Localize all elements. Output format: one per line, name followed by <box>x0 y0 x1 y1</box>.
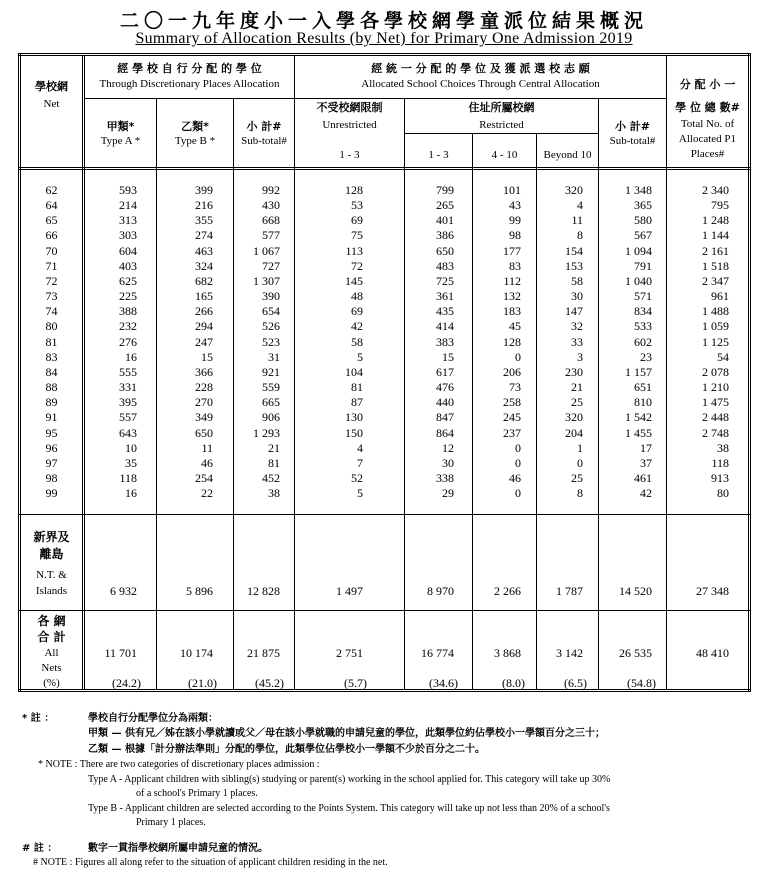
cell-type-a: 593 <box>119 183 137 197</box>
cell-type-a: 331 <box>119 380 137 395</box>
restricted-beyond-header: Beyond 10 <box>543 149 592 161</box>
cell-net: 84 <box>45 364 58 379</box>
all-label-pct: (%) <box>43 677 60 689</box>
cell-res-beyond: 147 <box>565 304 583 319</box>
type-b-column <box>157 183 213 501</box>
ca-header-en: Allocated School Choices Through Central Allocation <box>361 78 600 90</box>
cell-total: 54 <box>717 349 729 364</box>
cell-total: 1 059 <box>702 319 729 334</box>
cell-total: 961 <box>711 289 729 304</box>
cell-res-beyond: 1 <box>577 440 583 455</box>
nt-ca-subtotal: 14 520 <box>619 584 652 598</box>
cell-type-a: 313 <box>119 213 137 228</box>
cell-total: 913 <box>711 470 729 485</box>
cell-unrestricted: 69 <box>351 304 363 319</box>
cell-res-1-3: 12 <box>442 440 454 455</box>
cell-dp-subtotal: 526 <box>262 319 280 334</box>
type-a-header-zh: 甲類* <box>106 120 135 133</box>
all-ca-subtotal: 26 535 <box>619 646 652 660</box>
nt-type-a: 6 932 <box>110 584 137 598</box>
all-dp-subtotal: 21 875 <box>247 646 280 660</box>
all-label-en-2: Nets <box>41 662 62 674</box>
cell-total: 1 125 <box>702 334 729 349</box>
cell-type-b: 682 <box>195 273 213 288</box>
cell-type-a: 118 <box>119 470 137 485</box>
cell-type-b: 324 <box>195 258 213 273</box>
ca-subtotal-header-zh: 小 計# <box>614 120 651 133</box>
cell-res-1-3: 265 <box>436 198 454 213</box>
cell-net: 62 <box>45 183 58 197</box>
cell-net: 81 <box>45 334 58 349</box>
total-header-en: Total No. of Allocated P1 Places# <box>678 118 737 160</box>
all-pct-res-4-10: (8.0) <box>502 676 525 690</box>
cell-ca-subtotal: 461 <box>634 470 652 485</box>
cell-type-b: 399 <box>195 183 213 197</box>
cell-res-4-10: 0 <box>515 349 521 364</box>
star-note-zh-line-3: 乙類 — 根據「計分辦法準則」分配的學位，此類學位佔學校小一學額不少於百分之二十。 <box>88 744 485 755</box>
cell-res-4-10: 46 <box>509 470 521 485</box>
cell-ca-subtotal: 580 <box>634 213 652 228</box>
all-res-1-3: 16 774 <box>421 646 454 660</box>
cell-res-4-10: 0 <box>515 455 521 470</box>
unrestricted-choice-header: 1 - 3 <box>339 149 360 161</box>
cell-unrestricted: 5 <box>357 349 363 364</box>
cell-res-beyond: 3 <box>577 349 583 364</box>
cell-res-1-3: 483 <box>436 258 454 273</box>
cell-type-a: 214 <box>119 198 137 213</box>
all-type-a: 11 701 <box>104 646 137 660</box>
cell-res-1-3: 338 <box>436 470 454 485</box>
cell-net: 70 <box>45 243 58 258</box>
cell-total: 1 248 <box>702 213 729 228</box>
cell-type-a: 625 <box>119 273 137 288</box>
cell-net: 64 <box>45 198 58 213</box>
cell-total: 80 <box>717 486 729 501</box>
cell-total: 1 475 <box>702 395 729 410</box>
cell-res-beyond: 11 <box>571 213 583 228</box>
cell-total: 795 <box>711 198 729 213</box>
net-header-zh: 學校網 <box>35 80 68 93</box>
cell-type-b: 228 <box>195 380 213 395</box>
cell-net: 91 <box>45 410 58 425</box>
cell-net: 66 <box>45 228 58 243</box>
cell-res-4-10: 98 <box>509 228 521 243</box>
cell-type-b: 165 <box>195 289 213 304</box>
cell-dp-subtotal: 992 <box>262 183 280 197</box>
all-label-zh-2: 合 計 <box>37 630 66 644</box>
cell-net: 83 <box>45 349 58 364</box>
cell-net: 65 <box>45 213 58 228</box>
cell-type-a: 557 <box>119 410 137 425</box>
cell-ca-subtotal: 37 <box>640 455 652 470</box>
cell-total: 2 448 <box>702 410 729 425</box>
cell-total: 118 <box>711 455 729 470</box>
cell-unrestricted: 130 <box>345 410 363 425</box>
total-header-zh-1: 分 配 小 一 <box>679 78 736 91</box>
cell-res-1-3: 476 <box>436 380 454 395</box>
cell-ca-subtotal: 42 <box>640 486 652 501</box>
cell-res-4-10: 99 <box>509 213 521 228</box>
cell-res-1-3: 799 <box>436 183 454 197</box>
hash-note-label-zh: # 註 ： <box>22 843 58 854</box>
cell-net: 80 <box>45 319 58 334</box>
cell-res-beyond: 230 <box>565 364 583 379</box>
cell-type-a: 303 <box>119 228 137 243</box>
nt-res-beyond: 1 787 <box>556 584 583 598</box>
unrestricted-header-zh: 不受校網限制 <box>316 101 383 114</box>
cell-total: 2 340 <box>702 183 729 197</box>
cell-unrestricted: 81 <box>351 380 363 395</box>
cell-unrestricted: 128 <box>345 183 363 197</box>
cell-unrestricted: 4 <box>357 440 363 455</box>
cell-type-b: 294 <box>195 319 213 334</box>
total-header-zh-2: 學 位 總 數# <box>675 101 740 114</box>
cell-dp-subtotal: 31 <box>268 349 280 364</box>
star-note-en-line-1: * NOTE : There are two categories of discretionary places admission : <box>38 759 320 770</box>
hash-note-en: # NOTE : Figures all along refer to the situation of applicant children residing in the net. <box>33 857 388 868</box>
title-chinese: 二〇一九年度小一入學各學校網學童派位結果概況 <box>119 10 648 32</box>
cell-res-beyond: 0 <box>577 455 583 470</box>
all-unrestricted: 2 751 <box>336 646 363 660</box>
nt-type-b: 5 896 <box>186 584 213 598</box>
cell-res-1-3: 864 <box>436 425 454 440</box>
cell-ca-subtotal: 1 157 <box>625 364 652 379</box>
cell-type-b: 650 <box>195 425 213 440</box>
cell-dp-subtotal: 1 067 <box>253 243 280 258</box>
cell-dp-subtotal: 654 <box>262 304 280 319</box>
cell-dp-subtotal: 21 <box>268 440 280 455</box>
cell-dp-subtotal: 921 <box>262 364 280 379</box>
cell-type-a: 16 <box>125 486 137 501</box>
cell-res-4-10: 258 <box>503 395 521 410</box>
ca-header-zh: 經 統 一 分 配 的 學 位 及 獲 派 選 校 志 願 <box>371 62 590 75</box>
cell-ca-subtotal: 810 <box>634 395 652 410</box>
cell-res-4-10: 132 <box>503 289 521 304</box>
cell-total: 2 078 <box>702 364 729 379</box>
cell-type-b: 247 <box>195 334 213 349</box>
cell-type-b: 15 <box>201 349 213 364</box>
hash-note-zh: 數字一貫指學校網所屬申請兒童的情況。 <box>88 843 268 854</box>
cell-ca-subtotal: 602 <box>634 334 652 349</box>
cell-type-b: 46 <box>201 455 213 470</box>
cell-res-4-10: 45 <box>509 319 521 334</box>
cell-type-a: 225 <box>119 289 137 304</box>
cell-net: 71 <box>45 258 58 273</box>
cell-res-4-10: 83 <box>509 258 521 273</box>
cell-total: 1 518 <box>702 258 729 273</box>
all-total: 48 410 <box>696 646 729 660</box>
cell-dp-subtotal: 38 <box>268 486 280 501</box>
all-type-b: 10 174 <box>180 646 213 660</box>
cell-ca-subtotal: 834 <box>634 304 652 319</box>
cell-res-4-10: 177 <box>503 243 521 258</box>
cell-ca-subtotal: 365 <box>634 198 652 213</box>
nt-res-4-10: 2 266 <box>494 584 521 598</box>
cell-type-a: 16 <box>125 349 137 364</box>
type-b-header-zh: 乙類* <box>181 120 209 133</box>
cell-res-4-10: 101 <box>503 183 521 197</box>
cell-net: 96 <box>45 440 58 455</box>
nt-unrestricted: 1 497 <box>336 584 363 598</box>
cell-total: 1 210 <box>702 380 729 395</box>
total-column <box>667 183 729 501</box>
all-pct-res-beyond: (6.5) <box>564 676 587 690</box>
cell-res-4-10: 0 <box>515 440 521 455</box>
cell-res-beyond: 320 <box>565 183 583 197</box>
cell-res-1-3: 361 <box>436 289 454 304</box>
cell-unrestricted: 145 <box>345 273 363 288</box>
cell-type-b: 366 <box>195 364 213 379</box>
type-a-header-en: Type A * <box>100 135 141 147</box>
cell-net: 97 <box>45 455 58 470</box>
cell-type-a: 10 <box>125 440 137 455</box>
cell-type-b: 216 <box>195 198 213 213</box>
dp-subtotal-header-zh: 小 計# <box>246 120 282 133</box>
all-pct-res-1-3: (34.6) <box>429 676 458 690</box>
cell-total: 38 <box>717 440 729 455</box>
cell-dp-subtotal: 906 <box>262 410 280 425</box>
cell-unrestricted: 113 <box>345 243 363 258</box>
all-pct-dp-subtotal: (45.2) <box>255 676 284 690</box>
cell-type-a: 643 <box>119 425 137 440</box>
all-pct-type-a: (24.2) <box>112 676 141 690</box>
cell-dp-subtotal: 559 <box>262 380 280 395</box>
unrestricted-column <box>295 183 363 501</box>
cell-res-4-10: 112 <box>503 273 521 288</box>
cell-unrestricted: 72 <box>351 258 363 273</box>
cell-unrestricted: 150 <box>345 425 363 440</box>
cell-res-beyond: 4 <box>577 198 583 213</box>
cell-dp-subtotal: 577 <box>262 228 280 243</box>
cell-res-1-3: 617 <box>436 364 454 379</box>
cell-unrestricted: 5 <box>357 486 363 501</box>
cell-net: 72 <box>45 273 58 288</box>
star-note-en-type-a-2: of a school's Primary 1 places. <box>136 788 258 799</box>
cell-res-beyond: 33 <box>571 334 583 349</box>
cell-res-4-10: 206 <box>503 364 521 379</box>
cell-res-1-3: 440 <box>436 395 454 410</box>
cell-type-b: 11 <box>201 440 213 455</box>
restricted-header-zh: 住址所屬校網 <box>468 101 535 114</box>
cell-unrestricted: 87 <box>351 395 363 410</box>
nt-dp-subtotal: 12 828 <box>247 584 280 598</box>
cell-res-4-10: 0 <box>515 486 521 501</box>
cell-type-b: 274 <box>195 228 213 243</box>
type-a-column <box>85 183 137 501</box>
cell-res-beyond: 154 <box>565 243 583 258</box>
cell-type-a: 604 <box>119 243 137 258</box>
cell-type-a: 395 <box>119 395 137 410</box>
cell-res-beyond: 320 <box>565 410 583 425</box>
cell-ca-subtotal: 1 040 <box>625 273 652 288</box>
cell-res-4-10: 237 <box>503 425 521 440</box>
cell-res-1-3: 847 <box>436 410 454 425</box>
cell-dp-subtotal: 668 <box>262 213 280 228</box>
nt-label-zh-2: 離島 <box>39 547 64 561</box>
cell-unrestricted: 48 <box>351 289 363 304</box>
star-note-zh-line-1: 學校自行分配學位分為兩類： <box>88 713 218 724</box>
cell-res-4-10: 245 <box>503 410 521 425</box>
all-label-zh-1: 各 網 <box>37 614 66 628</box>
restricted-1-3-header: 1 - 3 <box>428 149 449 161</box>
net-header-en: Net <box>43 98 60 110</box>
cell-res-beyond: 8 <box>577 228 583 243</box>
cell-unrestricted: 75 <box>351 228 363 243</box>
cell-total: 1 144 <box>702 228 729 243</box>
all-pct-ca-subtotal: (54.8) <box>627 676 656 690</box>
star-note-label-zh: * 註 ： <box>22 713 55 724</box>
nt-label-en-1: N.T. & <box>36 569 67 581</box>
cell-net: 99 <box>45 486 58 501</box>
cell-net: 95 <box>45 425 58 440</box>
restricted-4-10-column <box>473 183 521 501</box>
unrestricted-header-en: Unrestricted <box>322 119 377 131</box>
cell-res-beyond: 30 <box>571 289 583 304</box>
cell-net: 88 <box>45 380 58 395</box>
cell-res-beyond: 21 <box>571 380 583 395</box>
all-pct-type-b: (21.0) <box>188 676 217 690</box>
cell-res-beyond: 25 <box>571 395 583 410</box>
cell-net: 73 <box>45 289 58 304</box>
star-note-en-type-b-1: Type B - Applicant children are selected according to the Points System. This category will take up not less than 20% of a school's <box>88 803 610 814</box>
all-res-4-10: 3 868 <box>494 646 521 660</box>
cell-type-b: 254 <box>195 470 213 485</box>
cell-type-a: 276 <box>119 334 137 349</box>
cell-total: 1 488 <box>702 304 729 319</box>
dp-subtotal-column <box>234 183 280 501</box>
cell-dp-subtotal: 523 <box>262 334 280 349</box>
cell-type-a: 555 <box>119 364 137 379</box>
cell-res-1-3: 650 <box>436 243 454 258</box>
ca-subtotal-header-en: Sub-total# <box>609 135 656 147</box>
cell-net: 74 <box>45 304 58 319</box>
cell-res-4-10: 73 <box>509 380 521 395</box>
all-res-beyond: 3 142 <box>556 646 583 660</box>
cell-type-b: 349 <box>195 410 213 425</box>
nt-label-en-2: Islands <box>35 585 68 597</box>
nt-total: 27 348 <box>696 584 729 598</box>
type-b-header-en: Type B * <box>174 135 216 147</box>
cell-ca-subtotal: 1 094 <box>625 243 652 258</box>
cell-unrestricted: 69 <box>351 213 363 228</box>
cell-type-a: 232 <box>119 319 137 334</box>
cell-ca-subtotal: 571 <box>634 289 652 304</box>
cell-total: 2 347 <box>702 273 729 288</box>
cell-type-a: 388 <box>119 304 137 319</box>
cell-res-1-3: 29 <box>442 486 454 501</box>
cell-res-beyond: 204 <box>565 425 583 440</box>
ca-subtotal-column <box>599 183 652 501</box>
cell-res-4-10: 43 <box>509 198 521 213</box>
cell-dp-subtotal: 665 <box>262 395 280 410</box>
cell-dp-subtotal: 452 <box>262 470 280 485</box>
cell-unrestricted: 52 <box>351 470 363 485</box>
cell-res-1-3: 15 <box>442 349 454 364</box>
cell-unrestricted: 53 <box>351 198 363 213</box>
cell-unrestricted: 7 <box>357 455 363 470</box>
cell-ca-subtotal: 17 <box>640 440 652 455</box>
restricted-beyond-column <box>537 183 583 501</box>
cell-dp-subtotal: 430 <box>262 198 280 213</box>
nt-res-1-3: 8 970 <box>427 584 454 598</box>
star-note-en-type-a-1: Type A - Applicant children with sibling(s) studying or parent(s) working in the school applied for. This category will take up 30% <box>88 774 611 785</box>
dp-header-en: Through Discretionary Places Allocation <box>99 78 280 90</box>
cell-res-1-3: 383 <box>436 334 454 349</box>
cell-res-4-10: 183 <box>503 304 521 319</box>
cell-net: 89 <box>45 395 58 410</box>
star-note-zh-line-2: 甲類 — 供有兄／姊在該小學就讀或父／母在該小學就職的申請兒童的學位，此類學位約佔學校小一學額百分之三十； <box>88 728 605 739</box>
cell-type-b: 266 <box>195 304 213 319</box>
cell-type-a: 403 <box>119 258 137 273</box>
cell-ca-subtotal: 533 <box>634 319 652 334</box>
cell-res-1-3: 386 <box>436 228 454 243</box>
cell-unrestricted: 42 <box>351 319 363 334</box>
cell-type-b: 355 <box>195 213 213 228</box>
dp-header-zh: 經 學 校 自 行 分 配 的 學 位 <box>117 62 262 75</box>
cell-ca-subtotal: 1 455 <box>625 425 652 440</box>
cell-dp-subtotal: 727 <box>262 258 280 273</box>
cell-res-4-10: 128 <box>503 334 521 349</box>
cell-res-beyond: 58 <box>571 273 583 288</box>
cell-ca-subtotal: 791 <box>634 258 652 273</box>
cell-type-b: 270 <box>195 395 213 410</box>
cell-ca-subtotal: 1 542 <box>625 410 652 425</box>
cell-dp-subtotal: 81 <box>268 455 280 470</box>
cell-res-beyond: 25 <box>571 470 583 485</box>
cell-res-1-3: 725 <box>436 273 454 288</box>
cell-type-b: 463 <box>195 243 213 258</box>
cell-res-1-3: 401 <box>436 213 454 228</box>
cell-res-1-3: 414 <box>436 319 454 334</box>
cell-unrestricted: 104 <box>345 364 363 379</box>
restricted-header-en: Restricted <box>479 119 524 131</box>
cell-dp-subtotal: 1 293 <box>253 425 280 440</box>
net-column <box>21 183 82 501</box>
title-english: Summary of Allocation Results (by Net) for Primary One Admission 2019 <box>135 30 633 47</box>
allocation-table <box>18 53 751 693</box>
dp-subtotal-header-en: Sub-total# <box>241 135 287 147</box>
cell-res-1-3: 30 <box>442 455 454 470</box>
star-note-en-type-b-2: Primary 1 places. <box>136 817 206 828</box>
nt-label-zh-1: 新界及 <box>33 530 70 544</box>
all-label-en-1: All <box>44 647 59 659</box>
all-pct-unrestricted: (5.7) <box>344 676 367 690</box>
cell-type-b: 22 <box>201 486 213 501</box>
cell-ca-subtotal: 567 <box>634 228 652 243</box>
cell-total: 2 748 <box>702 425 729 440</box>
cell-res-beyond: 32 <box>571 319 583 334</box>
restricted-4-10-header: 4 - 10 <box>491 149 518 161</box>
cell-dp-subtotal: 1 307 <box>253 273 280 288</box>
cell-dp-subtotal: 390 <box>262 289 280 304</box>
cell-total: 2 161 <box>702 243 729 258</box>
cell-res-beyond: 153 <box>565 258 583 273</box>
cell-type-a: 35 <box>125 455 137 470</box>
cell-ca-subtotal: 23 <box>640 349 652 364</box>
cell-net: 98 <box>45 470 58 485</box>
cell-res-1-3: 435 <box>436 304 454 319</box>
cell-ca-subtotal: 651 <box>634 380 652 395</box>
restricted-1-3-column <box>405 183 454 501</box>
cell-res-beyond: 8 <box>577 486 583 501</box>
cell-ca-subtotal: 1 348 <box>625 183 652 197</box>
cell-unrestricted: 58 <box>351 334 363 349</box>
